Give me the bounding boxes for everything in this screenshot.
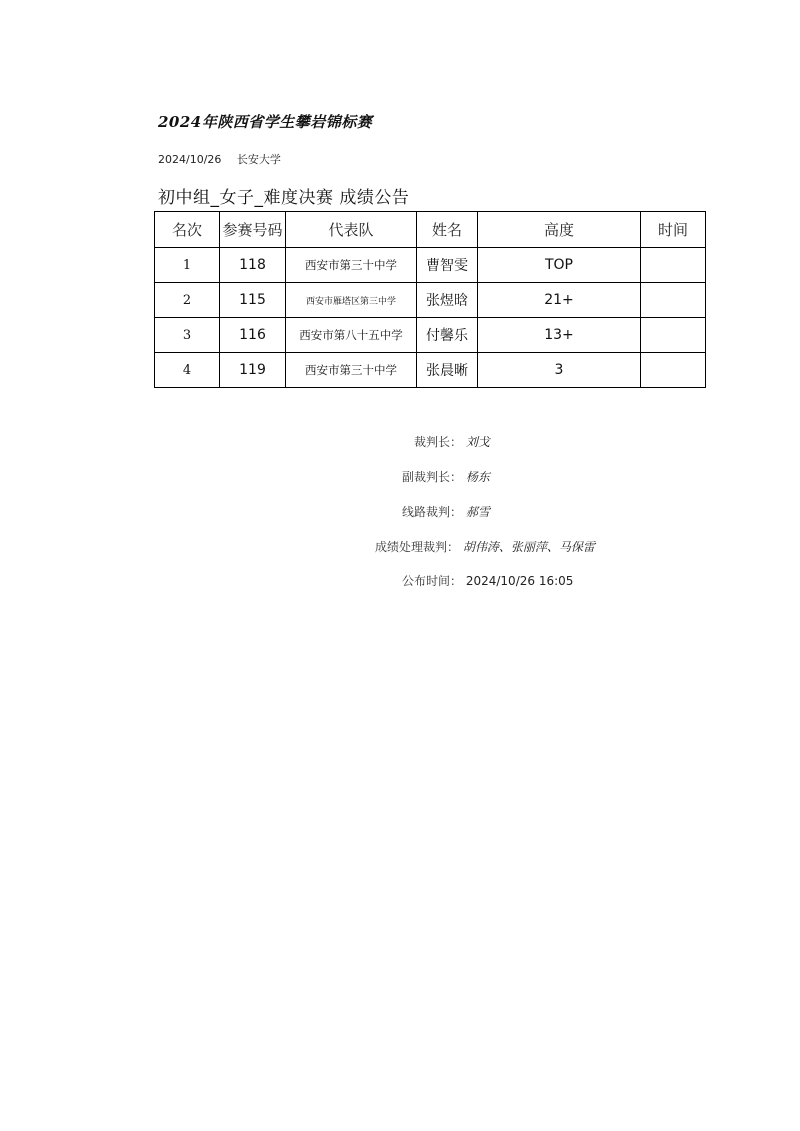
official-label: 副裁判长： <box>402 470 463 484</box>
official-route-judge <box>402 503 490 520</box>
cell-rank: 3 <box>155 318 220 353</box>
official-value: 郝雪 <box>465 505 490 519</box>
event-date: 2024/10/26 <box>158 153 222 166</box>
official-chief-judge <box>414 433 490 450</box>
cell-team: 西安市第三十中学 <box>286 353 417 388</box>
results-table <box>154 211 706 388</box>
cell-height: TOP <box>478 248 641 283</box>
cell-name: 曹智雯 <box>417 248 478 283</box>
official-publish-time <box>402 572 573 589</box>
column-header-name: 姓名 <box>417 212 478 248</box>
event-venue: 长安大学 <box>236 153 281 166</box>
cell-height: 21+ <box>478 283 641 318</box>
cell-bib: 119 <box>220 353 286 388</box>
cell-rank: 4 <box>155 353 220 388</box>
official-label: 裁判长： <box>414 435 463 449</box>
official-value: 杨东 <box>465 470 490 484</box>
table-row <box>155 318 706 353</box>
official-value: 2024/10/26 16:05 <box>465 574 574 588</box>
cell-team: 西安市第三十中学 <box>286 248 417 283</box>
official-label: 成绩处理裁判： <box>375 540 460 554</box>
cell-bib: 116 <box>220 318 286 353</box>
column-header-team: 代表队 <box>286 212 417 248</box>
column-header-rank: 名次 <box>155 212 220 248</box>
official-value: 刘戈 <box>465 435 490 449</box>
cell-time <box>641 283 706 318</box>
cell-height: 3 <box>478 353 641 388</box>
table-row <box>155 283 706 318</box>
dateline <box>158 151 281 167</box>
official-label: 线路裁判： <box>402 505 463 519</box>
page-title: 2024年陕西省学生攀岩锦标赛 <box>158 113 373 131</box>
table-row <box>155 248 706 283</box>
official-deputy-chief-judge <box>402 468 490 485</box>
column-header-height: 高度 <box>478 212 641 248</box>
cell-time <box>641 353 706 388</box>
cell-rank: 1 <box>155 248 220 283</box>
official-value: 胡伟涛、张丽萍、马保雷 <box>462 540 595 554</box>
cell-bib: 118 <box>220 248 286 283</box>
cell-time <box>641 248 706 283</box>
cell-team: 西安市雁塔区第三中学 <box>286 283 417 318</box>
cell-bib: 115 <box>220 283 286 318</box>
cell-time <box>641 318 706 353</box>
cell-name: 张晨晰 <box>417 353 478 388</box>
cell-name: 付馨乐 <box>417 318 478 353</box>
cell-name: 张煜晗 <box>417 283 478 318</box>
cell-height: 13+ <box>478 318 641 353</box>
table-row <box>155 353 706 388</box>
column-header-bib: 参赛号码 <box>220 212 286 248</box>
official-label: 公布时间： <box>402 574 463 588</box>
cell-team: 西安市第八十五中学 <box>286 318 417 353</box>
results-subtitle: 初中组_女子_难度决赛 成绩公告 <box>158 188 410 208</box>
official-results-judge <box>375 538 595 555</box>
table-header-row <box>155 212 706 248</box>
cell-rank: 2 <box>155 283 220 318</box>
column-header-time: 时间 <box>641 212 706 248</box>
